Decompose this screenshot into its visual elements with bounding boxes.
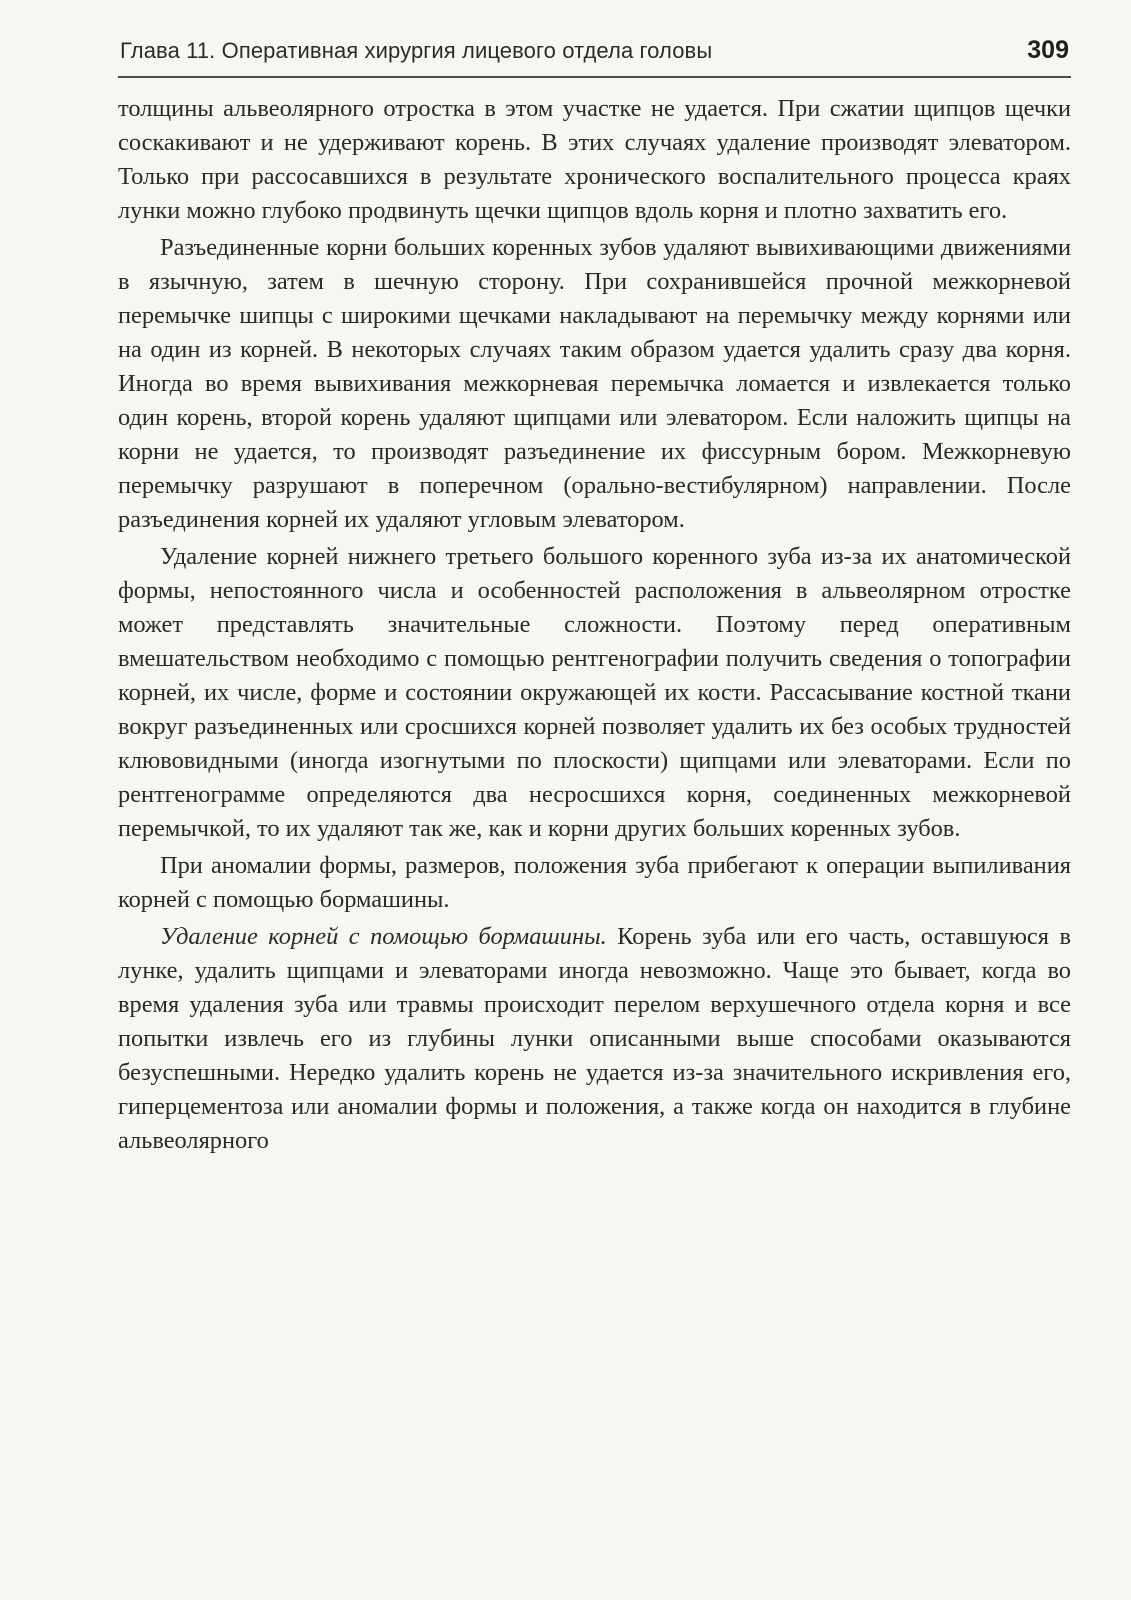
paragraph-5	[118, 920, 1071, 1158]
paragraph-2	[118, 231, 1071, 537]
paragraph-3	[118, 540, 1071, 846]
paragraph-4	[118, 849, 1071, 917]
paragraph-5-lead: Удаление корней с помощью бормашины.	[160, 923, 607, 950]
paragraph-1	[118, 92, 1071, 228]
paragraph-5-text: Корень зуба или его часть, оставшуюся в лунке, удалить щипцами и элеваторами иногда невозможно. Чаще это бывает, когда во время удаления зуба или травмы происходит перелом верхушечного отдела корня и все попытки извлечь его из глубины лунки описанными выше способами оказываются безуспешными. Нередко удалить корень не удается из-за значительного искривления его, гиперцементоза или аномалии формы и положения, а также когда он находится в глубине альвеолярного	[118, 923, 1071, 1154]
body-text	[118, 92, 1071, 1158]
paragraph-1-text: толщины альвеолярного отростка в этом участке не удается. При сжатии щипцов щечки соскакивают и не удерживают корень. В этих случаях удаление производят элеватором. Только при рассосавшихся в результате хронического воспалительного процесса краях лунки можно глубоко продвинуть щечки щипцов вдоль корня и плотно захватить его.	[118, 95, 1071, 224]
paragraph-2-text: Разъединенные корни больших коренных зубов удаляют вывихивающими движениями в язычную, затем в шечную сторону. При сохранившейся прочной межкорневой перемычке шипцы с широкими щечками накладывают на перемычку между корнями или на один из корней. В некоторых случаях таким образом удается удалить сразу два корня. Иногда во время вывихивания межкорневая перемычка ломается и извлекается только один корень, второй корень удаляют щипцами или элеватором. Если наложить щипцы на корни не удается, то производят разъединение их фиссурным бором. Межкорневую перемычку разрушают в поперечном (орально-вестибулярном) направлении. После разъединения корней их удаляют угловым элеватором.	[118, 234, 1071, 533]
chapter-title: Глава 11. Оперативная хирургия лицевого отдела головы	[120, 38, 713, 63]
page-number: 309	[1027, 36, 1069, 64]
running-header	[118, 34, 1071, 78]
paragraph-4-text: При аномалии формы, размеров, положения зуба прибегают к операции выпиливания корней с помощью бормашины.	[118, 852, 1071, 913]
paragraph-3-text: Удаление корней нижнего третьего большого коренного зуба из-за их анатомической формы, непостоянного числа и особенностей расположения в альвеолярном отростке может представлять значительные сложности. Поэтому перед оперативным вмешательством необходимо с помощью рентгенографии получить сведения о топографии корней, их числе, форме и состоянии окружающей их кости. Рассасывание костной ткани вокруг разъединенных или сросшихся корней позволяет удалить их без особых трудностей клювовидными (иногда изогнутыми по плоскости) щипцами или элеваторами. Если по рентгенограмме определяются два несросшихся корня, соединенных межкорневой перемычкой, то их удаляют так же, как и корни других больших коренных зубов.	[118, 543, 1071, 842]
